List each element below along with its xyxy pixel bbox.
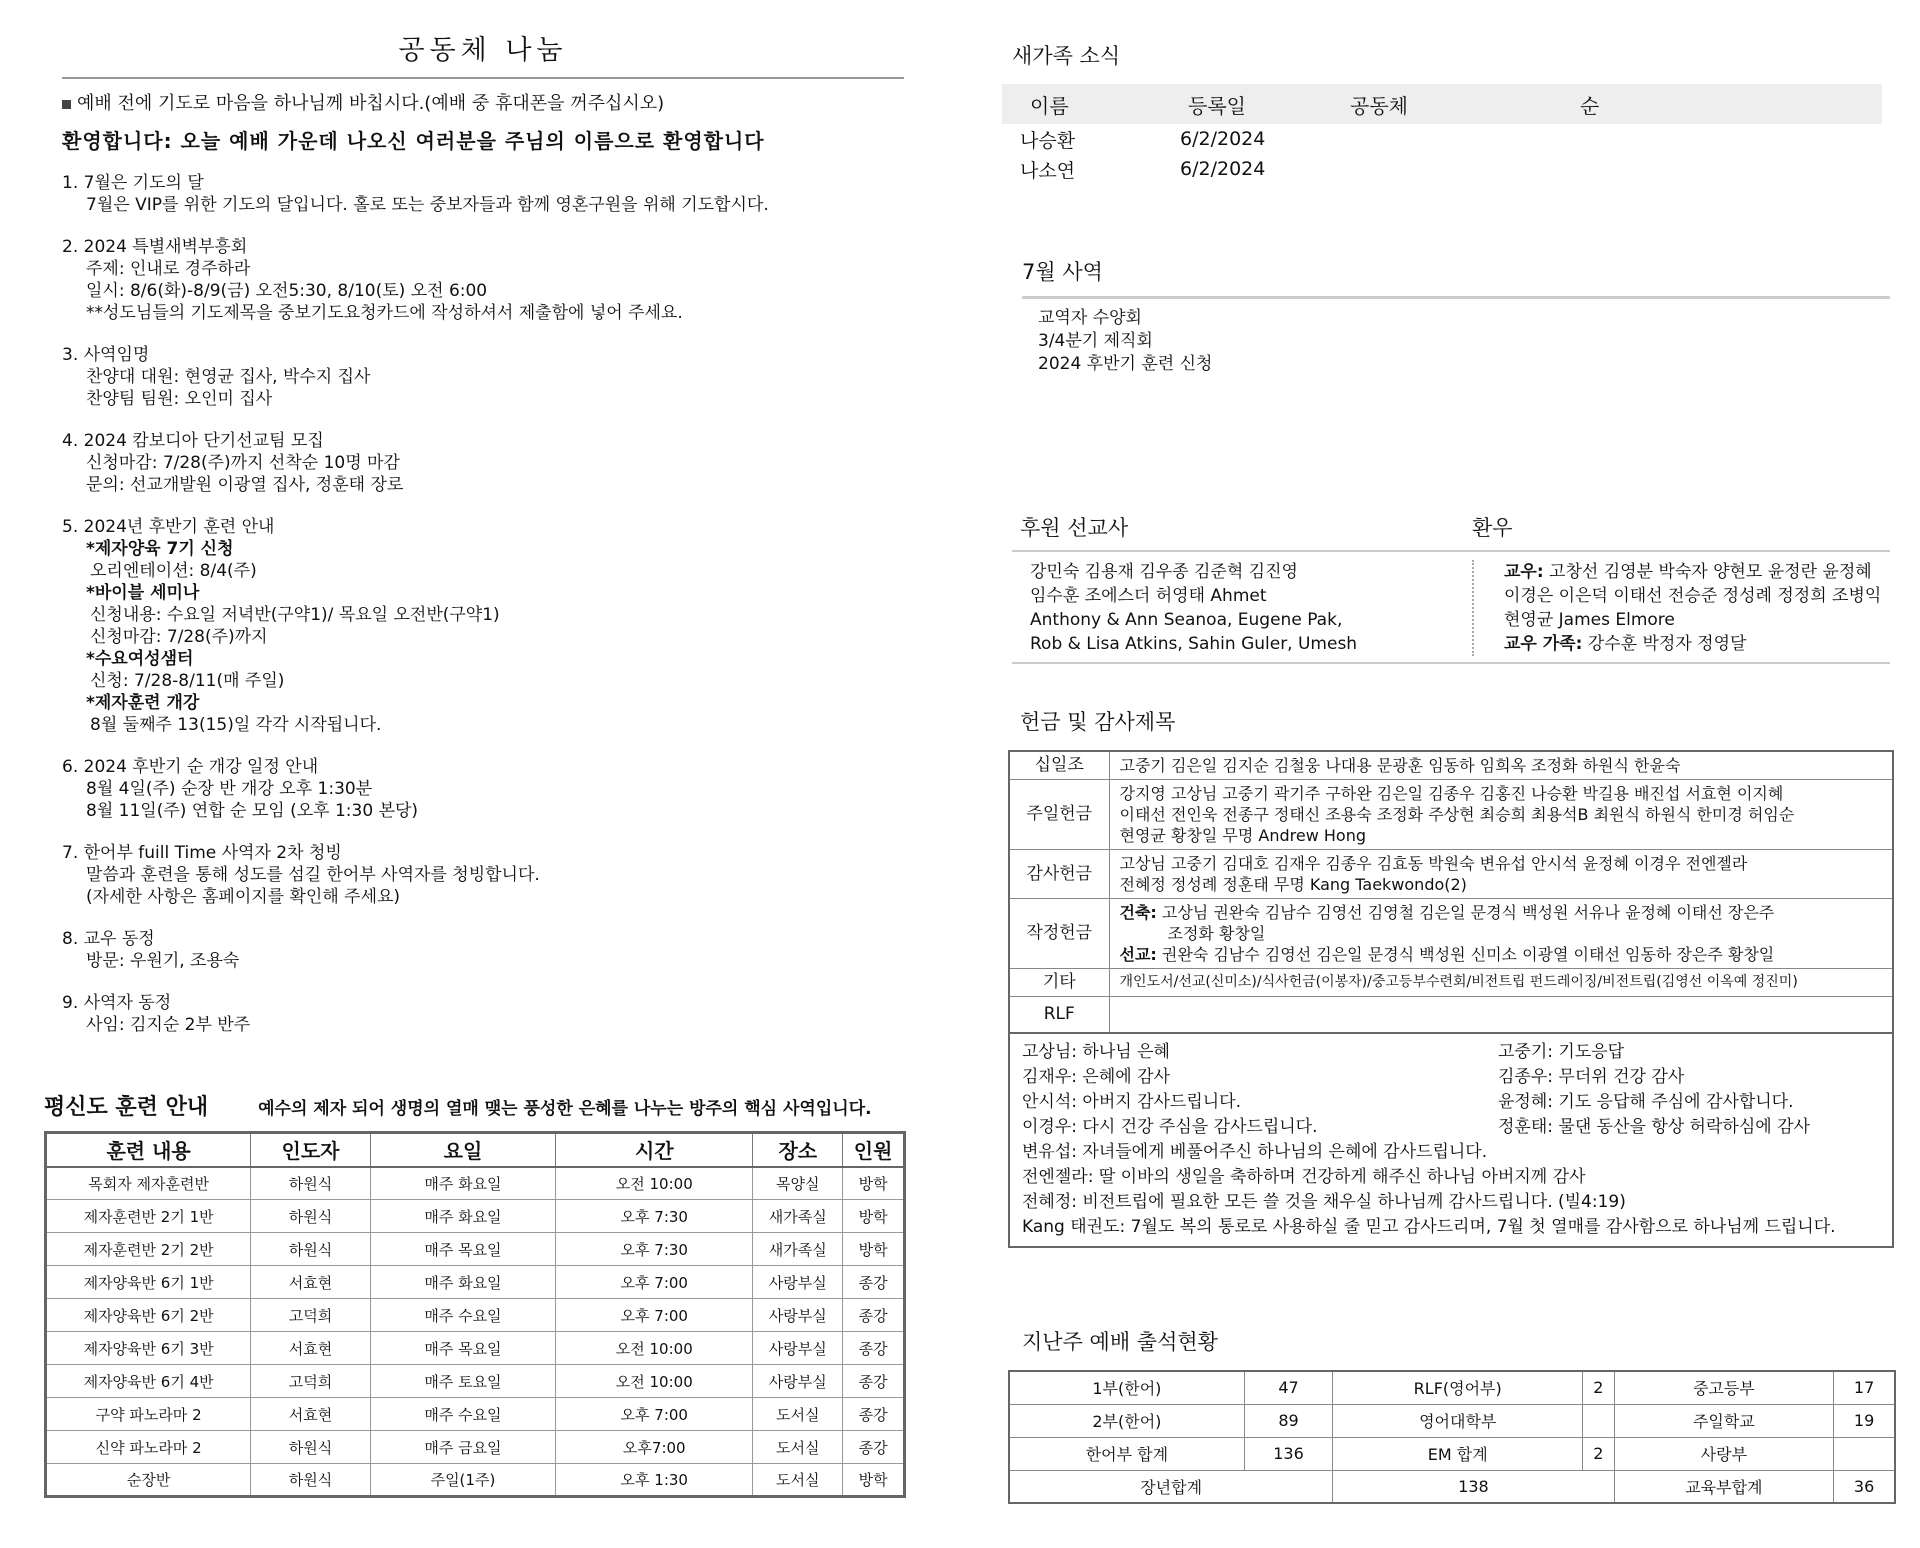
training-cell: 방학 [843, 1464, 905, 1497]
training-cell: 도서실 [753, 1398, 843, 1431]
members-names: 현영균 James Elmore [1504, 610, 1675, 630]
training-cell: 종강 [843, 1299, 905, 1332]
training-cell: 오후 1:30 [556, 1464, 753, 1497]
pledge-label: 작정헌금 [1009, 899, 1109, 969]
offering-table [1008, 750, 1894, 1034]
attendance-label: 2부(한어) [1009, 1404, 1244, 1437]
training-cell: 오후7:00 [556, 1431, 753, 1464]
announcement-title: 9. 사역자 동정 [62, 993, 172, 1013]
training-cell: 오후 7:30 [556, 1200, 753, 1233]
attendance-label: 주일학교 [1614, 1404, 1834, 1437]
training-cell: 매주 목요일 [370, 1233, 555, 1266]
building-names: 고상님 권완숙 김남수 김영선 김영철 김은일 문경식 백성원 서유나 윤정혜 이태선 장은주 [1156, 903, 1775, 922]
edu-total-label: 교육부합계 [1614, 1470, 1834, 1503]
welcome-message: 환영합니다: 오늘 예배 가운데 나오신 여러분을 주님의 이름으로 환영합니다 [62, 129, 765, 153]
training-cell: 서효현 [251, 1398, 371, 1431]
note: 이경우: 다시 건강 주심을 감사드립니다. [1022, 1116, 1318, 1137]
missionary-line: 강민숙 김용재 김우종 김준혁 김진영 [1030, 562, 1298, 582]
attendance-label: EM 합계 [1333, 1437, 1583, 1470]
training-cell: 종강 [843, 1332, 905, 1365]
new-family-title: 새가족 소식 [1012, 44, 1121, 68]
note: 김재우: 은혜에 감사 [1022, 1066, 1170, 1087]
announcement-item [62, 430, 904, 496]
announcement-list [62, 172, 904, 1036]
training-title: 평신도 훈련 안내 [44, 1095, 209, 1120]
training-cell: 새가족실 [753, 1233, 843, 1266]
training-cell: 종강 [843, 1365, 905, 1398]
members-names: 고창선 김영분 박숙자 양현모 윤정란 윤정혜 [1543, 562, 1872, 582]
mission-label: 선교: [1119, 945, 1157, 964]
training-cell: 하원식 [251, 1431, 371, 1464]
announcement-line: 방문: 우원기, 조용숙 [86, 951, 240, 971]
training-cell: 매주 화요일 [370, 1167, 555, 1200]
training-cell: 방학 [843, 1233, 905, 1266]
missionaries-section [1012, 512, 1890, 664]
announcement-line: *제자양육 7기 신청 [86, 539, 234, 559]
patients-title: 환우 [1472, 516, 1513, 540]
mission-names: 권완숙 김남수 김영선 김은일 문경식 백성원 신미소 이광열 이태선 임동하 장은주 황창일 [1156, 945, 1775, 964]
announcement-line: 찬양팀 팀원: 오인미 집사 [86, 389, 273, 409]
announcement-item [62, 992, 904, 1036]
thanks-names [1109, 850, 1893, 899]
training-cell: 제자양육반 6기 1반 [46, 1266, 251, 1299]
note: 전엔젤라: 딸 이바의 생일을 축하하며 건강하게 해주신 하나님 아버지께 감사 [1022, 1166, 1586, 1187]
announcement-title: 1. 7월은 기도의 달 [62, 173, 204, 193]
note: Kang 태권도: 7월도 복의 통로로 사용하실 줄 믿고 감사드리며, 7월 첫 열매를 감사함으로 하나님께 드립니다. [1022, 1216, 1836, 1237]
offering-row [1009, 997, 1893, 1033]
announcement-line: 8월 둘째주 13(15)일 각각 시작됩니다. [90, 715, 382, 735]
attendance-count [1834, 1437, 1895, 1470]
announcement-line: 말씀과 훈련을 통해 성도를 섬길 한어부 사역자를 청빙합니다. [86, 865, 540, 885]
training-header-cell: 요일 [370, 1133, 555, 1167]
note: 김종우: 무더위 건강 감사 [1498, 1066, 1685, 1087]
attendance-label: 한어부 합계 [1009, 1437, 1244, 1470]
attendance-count: 47 [1244, 1371, 1332, 1404]
announcement-line: 신청내용: 수요일 저녁반(구약1)/ 목요일 오전반(구약1) [90, 605, 500, 625]
training-cell: 도서실 [753, 1464, 843, 1497]
attendance-table [1008, 1370, 1896, 1504]
training-cell: 오후 7:00 [556, 1398, 753, 1431]
announcement-line: 사임: 김지순 2부 반주 [86, 1015, 251, 1035]
training-cell: 새가족실 [753, 1200, 843, 1233]
thanks-line: 전혜정 정성례 정훈태 무명 Kang Taekwondo(2) [1119, 875, 1467, 894]
sunday-names [1109, 780, 1893, 850]
training-cell: 오전 10:00 [556, 1167, 753, 1200]
training-cell: 오전 10:00 [556, 1332, 753, 1365]
new-family-row [1012, 124, 1882, 154]
thanksgiving-notes [1008, 1034, 1894, 1248]
announcement-line: (자세한 사항은 홈페이지를 확인해 주세요) [86, 887, 401, 907]
training-cell: 매주 수요일 [370, 1398, 555, 1431]
training-subtitle: 예수의 제자 되어 생명의 열매 맺는 풍성한 은혜를 나누는 방주의 핵심 사역입니다. [258, 1099, 872, 1119]
missionary-line: 임수훈 조에스더 허영태 Ahmet [1030, 586, 1267, 606]
page-title: 공동체 나눔 [62, 28, 904, 79]
training-cell: 서효현 [251, 1332, 371, 1365]
offering-row [1009, 899, 1893, 969]
attendance-label: 영어대학부 [1333, 1404, 1583, 1437]
training-cell: 사랑부실 [753, 1365, 843, 1398]
attendance-count: 136 [1244, 1437, 1332, 1470]
announcement-title: 5. 2024년 후반기 훈련 안내 [62, 517, 275, 537]
training-row [46, 1398, 905, 1431]
training-cell: 종강 [843, 1398, 905, 1431]
july-item: 교역자 수양회 [1038, 308, 1142, 328]
training-cell: 사랑부실 [753, 1266, 843, 1299]
announcement-line: 문의: 선교개발원 이광열 집사, 정훈태 장로 [86, 475, 404, 495]
training-header-row [46, 1133, 905, 1167]
announcement-line: 찬양대 대원: 현영균 집사, 박수지 집사 [86, 367, 371, 387]
training-cell: 방학 [843, 1200, 905, 1233]
training-cell: 순장반 [46, 1464, 251, 1497]
training-cell: 제자훈련반 2기 2반 [46, 1233, 251, 1266]
training-row [46, 1266, 905, 1299]
training-cell: 매주 목요일 [370, 1332, 555, 1365]
training-cell: 매주 토요일 [370, 1365, 555, 1398]
attendance-total-row [1009, 1470, 1895, 1503]
july-ministry-section [1022, 256, 1890, 376]
announcement-item [62, 344, 904, 410]
training-cell: 제자훈련반 2기 1반 [46, 1200, 251, 1233]
announcements-section [62, 28, 904, 1056]
training-cell: 제자양육반 6기 3반 [46, 1332, 251, 1365]
offering-row [1009, 780, 1893, 850]
training-cell: 제자양육반 6기 4반 [46, 1365, 251, 1398]
announcement-title: 6. 2024 후반기 순 개강 일정 안내 [62, 757, 319, 777]
july-item: 3/4분기 제직회 [1038, 331, 1153, 351]
july-item: 2024 후반기 훈련 신청 [1038, 354, 1213, 374]
note: 변유섭: 자녀들에게 베풀어주신 하나님의 은혜에 감사드립니다. [1022, 1141, 1488, 1162]
new-family-header [1002, 84, 1882, 124]
family-label: 교우 가족: [1504, 634, 1583, 654]
training-cell: 사랑부실 [753, 1332, 843, 1365]
header-community: 공동체 [1350, 93, 1408, 118]
new-family-row [1012, 154, 1882, 184]
missionary-line: Rob & Lisa Atkins, Sahin Guler, Umesh [1030, 634, 1358, 654]
worship-notice [62, 89, 904, 115]
attendance-count: 89 [1244, 1404, 1332, 1437]
training-cell: 하원식 [251, 1233, 371, 1266]
training-cell: 하원식 [251, 1167, 371, 1200]
training-cell: 신약 파노라마 2 [46, 1431, 251, 1464]
announcement-item [62, 172, 904, 216]
sunday-line: 현영균 황창일 무명 Andrew Hong [1119, 826, 1367, 845]
training-cell: 오후 7:00 [556, 1299, 753, 1332]
members-label: 교우: [1504, 562, 1544, 582]
note: 윤정혜: 기도 응답해 주심에 감사합니다. [1498, 1091, 1794, 1112]
attendance-label: 중고등부 [1614, 1371, 1834, 1404]
training-header-cell: 인원 [843, 1133, 905, 1167]
members-names: 이경은 이은덕 이태선 전승준 정성례 정정희 조병익 [1504, 586, 1882, 606]
training-row [46, 1167, 905, 1200]
training-row [46, 1431, 905, 1464]
tithe-label: 십일조 [1009, 751, 1109, 780]
new-family-section [1012, 40, 1882, 184]
sunday-line: 이태선 전인욱 전종구 정태신 조용숙 조정화 주상현 최승희 최용석B 최원식 하원식 한미경 허임순 [1119, 805, 1795, 824]
etc-label: 기타 [1009, 969, 1109, 997]
training-section [44, 1090, 906, 1498]
tithe-names: 고중기 김은일 김지순 김철웅 나대용 문광훈 임동하 임희옥 조정화 하원식 한윤숙 [1109, 751, 1893, 780]
announcement-title: 2. 2024 특별새벽부흥회 [62, 237, 248, 257]
attendance-row [1009, 1437, 1895, 1470]
edu-total: 36 [1834, 1470, 1895, 1503]
training-cell: 구약 파노라마 2 [46, 1398, 251, 1431]
announcement-title: 4. 2024 캄보디아 단기선교팀 모집 [62, 431, 324, 451]
announcement-line: 신청마감: 7/28(주)까지 선착순 10명 마감 [86, 453, 400, 473]
header-group: 순 [1580, 93, 1600, 118]
building-label: 건축: [1119, 903, 1157, 922]
announcement-line: 신청: 7/28-8/11(매 주일) [90, 671, 285, 691]
sunday-line: 강지영 고상님 고중기 곽기주 구하완 김은일 김종우 김홍진 나승환 박길용 배진섭 서효현 이지혜 [1119, 784, 1784, 803]
adult-total: 138 [1333, 1470, 1614, 1503]
attendance-label: RLF(영어부) [1333, 1371, 1583, 1404]
note: 안시석: 아버지 감사드립니다. [1022, 1091, 1242, 1112]
announcement-line: 신청마감: 7/28(주)까지 [90, 627, 268, 647]
training-cell: 서효현 [251, 1266, 371, 1299]
announcement-line: **성도님들의 기도제목을 중보기도요청카드에 작성하셔서 제출함에 넣어 주세요. [86, 303, 683, 323]
note: 정훈태: 물댄 동산을 항상 허락하심에 감사 [1498, 1116, 1810, 1137]
offering-title: 헌금 및 감사제목 [1020, 710, 1176, 734]
training-cell: 고덕희 [251, 1365, 371, 1398]
announcement-title: 3. 사역임명 [62, 345, 150, 365]
attendance-count [1583, 1404, 1614, 1437]
announcement-line: 8월 11일(주) 연합 순 모임 (오후 1:30 본당) [86, 801, 419, 821]
announcement-line: 주제: 인내로 경주하라 [86, 259, 251, 279]
announcement-line: *바이블 세미나 [86, 583, 200, 603]
note: 고중기: 기도응답 [1498, 1041, 1625, 1062]
thanks-label: 감사헌금 [1009, 850, 1109, 899]
training-cell: 사랑부실 [753, 1299, 843, 1332]
training-cell: 종강 [843, 1431, 905, 1464]
july-title: 7월 사역 [1022, 260, 1103, 284]
training-cell: 매주 금요일 [370, 1431, 555, 1464]
training-cell: 오후 7:30 [556, 1233, 753, 1266]
announcement-line: 일시: 8/6(화)-8/9(금) 오전5:30, 8/10(토) 오전 6:00 [86, 281, 488, 301]
training-cell: 종강 [843, 1266, 905, 1299]
announcement-title: 7. 한어부 fuill Time 사역자 2차 청빙 [62, 843, 342, 863]
offering-row [1009, 751, 1893, 780]
header-date: 등록일 [1188, 93, 1246, 118]
note: 전혜정: 비전트립에 필요한 모든 쓸 것을 채우실 하나님께 감사드립니다. (빌4:19) [1022, 1191, 1626, 1212]
training-row [46, 1464, 905, 1497]
attendance-count: 2 [1583, 1437, 1614, 1470]
training-header-cell: 인도자 [251, 1133, 371, 1167]
attendance-row [1009, 1404, 1895, 1437]
notice-text: 예배 전에 기도로 마음을 하나님께 바칩시다.(예배 중 휴대폰을 꺼주십시오) [77, 93, 665, 114]
training-row [46, 1233, 905, 1266]
missionary-line: Anthony & Ann Seanoa, Eugene Pak, [1030, 610, 1343, 630]
missionaries-title: 후원 선교사 [1020, 516, 1129, 540]
offering-section [1008, 706, 1894, 1248]
training-row [46, 1200, 905, 1233]
training-header-cell: 시간 [556, 1133, 753, 1167]
nf-date: 6/2/2024 [1180, 128, 1266, 150]
attendance-count: 2 [1583, 1371, 1614, 1404]
training-cell: 하원식 [251, 1200, 371, 1233]
training-header-cell: 훈련 내용 [46, 1133, 251, 1167]
missionaries-list [1012, 560, 1472, 656]
training-cell: 하원식 [251, 1464, 371, 1497]
building-names: 조정화 황창일 [1167, 924, 1266, 943]
training-row [46, 1365, 905, 1398]
etc-text: 개인도서/선교(신미소)/식사헌금(이봉자)/중고등부수련회/비전트립 펀드레이징/비전트립(김영선 이옥예 정진미) [1109, 969, 1893, 997]
rlf-label: RLF [1009, 997, 1109, 1033]
announcement-item [62, 928, 904, 972]
training-cell: 주일(1주) [370, 1464, 555, 1497]
nf-name: 나소연 [1020, 159, 1076, 182]
square-bullet-icon [62, 100, 71, 109]
pledge-names [1109, 899, 1893, 969]
note: 고상님: 하나님 은혜 [1022, 1041, 1170, 1062]
attendance-section [1008, 1326, 1896, 1504]
training-cell: 방학 [843, 1167, 905, 1200]
training-cell: 제자양육반 6기 2반 [46, 1299, 251, 1332]
attendance-label: 사랑부 [1614, 1437, 1834, 1470]
training-cell: 목양실 [753, 1167, 843, 1200]
training-cell: 매주 수요일 [370, 1299, 555, 1332]
announcement-item [62, 516, 904, 736]
training-table [44, 1131, 906, 1498]
patients-list [1472, 560, 1890, 656]
training-cell: 고덕희 [251, 1299, 371, 1332]
announcement-item [62, 756, 904, 822]
attendance-title: 지난주 예배 출석현황 [1022, 1330, 1218, 1354]
announcement-line: 8월 4일(주) 순장 반 개강 오후 1:30분 [86, 779, 373, 799]
training-cell: 오전 10:00 [556, 1365, 753, 1398]
attendance-count: 19 [1834, 1404, 1895, 1437]
training-header-cell: 장소 [753, 1133, 843, 1167]
announcement-line: 7월은 VIP를 위한 기도의 달입니다. 홀로 또는 중보자들과 함께 영혼구원을 위해 기도합시다. [86, 195, 769, 215]
nf-name: 나승환 [1020, 129, 1076, 152]
adult-total-label: 장년합계 [1009, 1470, 1333, 1503]
attendance-label: 1부(한어) [1009, 1371, 1244, 1404]
rlf-text [1109, 997, 1893, 1033]
training-row [46, 1332, 905, 1365]
offering-row [1009, 969, 1893, 997]
announcement-line: *제자훈련 개강 [86, 693, 200, 713]
training-cell: 도서실 [753, 1431, 843, 1464]
announcement-item [62, 842, 904, 908]
announcement-item [62, 236, 904, 324]
sunday-label: 주일헌금 [1009, 780, 1109, 850]
announcement-title: 8. 교우 동정 [62, 929, 155, 949]
training-cell: 오후 7:00 [556, 1266, 753, 1299]
announcement-line: 오리엔테이션: 8/4(주) [90, 561, 257, 581]
offering-row [1009, 850, 1893, 899]
training-row [46, 1299, 905, 1332]
thanks-line: 고상님 고중기 김대호 김재우 김종우 김효동 박원숙 변유섭 안시석 윤정혜 이경우 전엔젤라 [1119, 854, 1748, 873]
training-cell: 매주 화요일 [370, 1200, 555, 1233]
attendance-count: 17 [1834, 1371, 1895, 1404]
header-name: 이름 [1030, 93, 1069, 118]
family-names: 강수훈 박정자 정영달 [1582, 634, 1747, 654]
attendance-row [1009, 1371, 1895, 1404]
training-cell: 목회자 제자훈련반 [46, 1167, 251, 1200]
announcement-line: *수요여성샘터 [86, 649, 194, 669]
nf-date: 6/2/2024 [1180, 158, 1266, 180]
training-cell: 매주 화요일 [370, 1266, 555, 1299]
